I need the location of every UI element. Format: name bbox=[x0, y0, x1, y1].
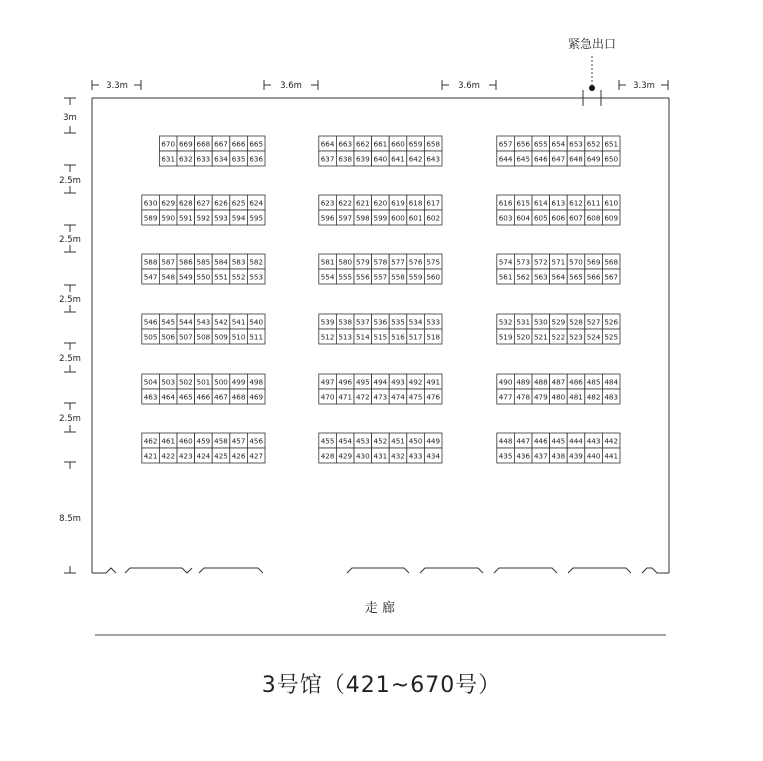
booth-number: 604 bbox=[516, 213, 531, 223]
booth-number: 556 bbox=[355, 272, 370, 282]
booth-number: 467 bbox=[214, 392, 228, 402]
booth-number: 446 bbox=[533, 436, 548, 446]
booth-number: 605 bbox=[533, 213, 548, 223]
booth-number: 428 bbox=[320, 451, 335, 461]
booth-number: 520 bbox=[516, 332, 531, 342]
booth-number: 599 bbox=[373, 213, 388, 223]
booth-number: 498 bbox=[249, 377, 264, 387]
booth-number: 506 bbox=[161, 332, 176, 342]
booth-number: 525 bbox=[604, 332, 619, 342]
booth-number: 527 bbox=[586, 317, 601, 327]
booth-number: 518 bbox=[426, 332, 441, 342]
booth-number: 537 bbox=[355, 317, 370, 327]
booth-number: 464 bbox=[161, 392, 176, 402]
booth-number: 593 bbox=[214, 213, 228, 223]
booth-number: 564 bbox=[551, 272, 566, 282]
booth-number: 456 bbox=[249, 436, 264, 446]
booth-number: 504 bbox=[143, 377, 158, 387]
booth-number: 431 bbox=[373, 451, 388, 461]
booth-number: 632 bbox=[178, 154, 193, 164]
left-dim-3: 2.5m bbox=[59, 235, 81, 245]
booth-number: 653 bbox=[569, 139, 583, 149]
booth-number: 583 bbox=[231, 257, 246, 267]
booth-number: 425 bbox=[214, 451, 228, 461]
booth-number: 659 bbox=[408, 139, 423, 149]
booth-number: 523 bbox=[569, 332, 583, 342]
booth-number: 651 bbox=[604, 139, 619, 149]
booth-number: 482 bbox=[586, 392, 601, 402]
booth-number: 559 bbox=[408, 272, 423, 282]
booth-number: 586 bbox=[178, 257, 193, 267]
booth-number: 492 bbox=[408, 377, 423, 387]
booth-number: 536 bbox=[373, 317, 388, 327]
booth-number: 547 bbox=[143, 272, 158, 282]
left-dimensions bbox=[64, 98, 76, 573]
booth-number: 496 bbox=[338, 377, 353, 387]
booth-number: 566 bbox=[586, 272, 601, 282]
booth-number: 458 bbox=[214, 436, 228, 446]
booth-number: 563 bbox=[533, 272, 548, 282]
booth-number: 633 bbox=[196, 154, 211, 164]
booth-number: 638 bbox=[338, 154, 353, 164]
booth-number: 641 bbox=[391, 154, 405, 164]
booth-number: 645 bbox=[516, 154, 531, 164]
booth-number: 455 bbox=[320, 436, 335, 446]
booth-number: 631 bbox=[161, 154, 176, 164]
booth-number: 503 bbox=[161, 377, 176, 387]
booth-number: 533 bbox=[426, 317, 441, 327]
booth-number: 452 bbox=[373, 436, 388, 446]
booth-number: 454 bbox=[338, 436, 353, 446]
booth-number: 623 bbox=[320, 198, 335, 208]
booth-number: 669 bbox=[178, 139, 193, 149]
booth-number: 560 bbox=[426, 272, 441, 282]
booth-number: 617 bbox=[426, 198, 441, 208]
booth-number: 624 bbox=[249, 198, 264, 208]
emergency-exit-label: 紧急出口 bbox=[567, 37, 617, 51]
booth-number: 522 bbox=[551, 332, 566, 342]
booth-number: 647 bbox=[551, 154, 566, 164]
booth-number: 589 bbox=[143, 213, 158, 223]
booth-number: 436 bbox=[516, 451, 531, 461]
booth-number: 550 bbox=[196, 272, 211, 282]
booth-number: 499 bbox=[231, 377, 246, 387]
booth-number: 665 bbox=[249, 139, 264, 149]
top-dim-4: 3.3m bbox=[633, 81, 655, 91]
booth-number: 546 bbox=[143, 317, 158, 327]
top-dimensions bbox=[92, 80, 668, 90]
booth-number: 439 bbox=[569, 451, 583, 461]
booth-number: 646 bbox=[533, 154, 548, 164]
booth-number: 530 bbox=[533, 317, 548, 327]
booth-number: 576 bbox=[408, 257, 423, 267]
booth-number: 620 bbox=[373, 198, 388, 208]
booth-number: 542 bbox=[214, 317, 228, 327]
booth-number: 568 bbox=[604, 257, 619, 267]
booth-number: 642 bbox=[408, 154, 423, 164]
booth-number: 574 bbox=[498, 257, 513, 267]
top-dim-3: 3.6m bbox=[458, 81, 480, 91]
booth-number: 608 bbox=[586, 213, 601, 223]
booth-number: 510 bbox=[231, 332, 246, 342]
booth-number: 534 bbox=[408, 317, 423, 327]
booth-number: 637 bbox=[320, 154, 335, 164]
booth-number: 634 bbox=[214, 154, 228, 164]
booth-number: 616 bbox=[498, 198, 513, 208]
booth-number: 610 bbox=[604, 198, 619, 208]
booth-number: 643 bbox=[426, 154, 441, 164]
booth-number: 635 bbox=[231, 154, 246, 164]
booth-number: 468 bbox=[231, 392, 246, 402]
booth-number: 588 bbox=[143, 257, 158, 267]
booth-number: 472 bbox=[355, 392, 370, 402]
booth-number: 626 bbox=[214, 198, 228, 208]
booth-number: 501 bbox=[196, 377, 211, 387]
booth-number: 666 bbox=[231, 139, 246, 149]
booth-number: 535 bbox=[391, 317, 405, 327]
left-dim-5: 2.5m bbox=[59, 354, 81, 364]
booth-number: 511 bbox=[249, 332, 264, 342]
booth-number: 539 bbox=[320, 317, 335, 327]
booth-number: 480 bbox=[551, 392, 566, 402]
booth-number: 524 bbox=[586, 332, 601, 342]
booth-number: 442 bbox=[604, 436, 619, 446]
booth-number: 658 bbox=[426, 139, 441, 149]
booth-number: 466 bbox=[196, 392, 211, 402]
booth-number: 489 bbox=[516, 377, 531, 387]
booth-number: 429 bbox=[338, 451, 353, 461]
booth-number: 597 bbox=[338, 213, 353, 223]
booth-number: 519 bbox=[498, 332, 513, 342]
booth-number: 512 bbox=[320, 332, 335, 342]
booth-number: 435 bbox=[498, 451, 513, 461]
booth-number: 662 bbox=[355, 139, 370, 149]
booth-number: 449 bbox=[426, 436, 441, 446]
booth-number: 484 bbox=[604, 377, 619, 387]
booth-number: 571 bbox=[551, 257, 566, 267]
booth-number: 541 bbox=[231, 317, 246, 327]
booth-number: 554 bbox=[320, 272, 335, 282]
booth-number: 486 bbox=[569, 377, 583, 387]
booth-number: 521 bbox=[533, 332, 548, 342]
booth-number: 432 bbox=[391, 451, 405, 461]
booth-number: 670 bbox=[161, 139, 176, 149]
booth-number: 622 bbox=[338, 198, 353, 208]
booth-number: 459 bbox=[196, 436, 211, 446]
booth-number: 602 bbox=[426, 213, 441, 223]
booth-number: 549 bbox=[178, 272, 193, 282]
booth-number: 426 bbox=[231, 451, 246, 461]
booth-number: 615 bbox=[516, 198, 531, 208]
booth-grid bbox=[142, 136, 620, 463]
booth-number: 457 bbox=[231, 436, 246, 446]
booth-number: 655 bbox=[533, 139, 548, 149]
booth-number: 582 bbox=[249, 257, 264, 267]
booth-number: 570 bbox=[569, 257, 583, 267]
booth-number: 479 bbox=[533, 392, 548, 402]
booth-number: 505 bbox=[143, 332, 158, 342]
booth-number: 441 bbox=[604, 451, 619, 461]
booth-number: 513 bbox=[338, 332, 353, 342]
booth-number: 470 bbox=[320, 392, 335, 402]
booth-number: 667 bbox=[214, 139, 228, 149]
booth-number: 580 bbox=[338, 257, 353, 267]
booth-number: 584 bbox=[214, 257, 228, 267]
booth-number: 443 bbox=[586, 436, 601, 446]
booth-number: 621 bbox=[355, 198, 370, 208]
booth-number: 445 bbox=[551, 436, 566, 446]
booth-number: 612 bbox=[569, 198, 583, 208]
booth-number: 461 bbox=[161, 436, 176, 446]
booth-number: 447 bbox=[516, 436, 531, 446]
booth-number: 423 bbox=[178, 451, 193, 461]
booth-number: 555 bbox=[338, 272, 353, 282]
booth-number: 476 bbox=[426, 392, 441, 402]
booth-number: 606 bbox=[551, 213, 566, 223]
booth-number: 474 bbox=[391, 392, 405, 402]
booth-number: 495 bbox=[355, 377, 370, 387]
booth-number: 477 bbox=[498, 392, 513, 402]
booth-number: 613 bbox=[551, 198, 566, 208]
booth-number: 451 bbox=[391, 436, 405, 446]
booth-number: 422 bbox=[161, 451, 176, 461]
booth-number: 575 bbox=[426, 257, 441, 267]
booth-number: 460 bbox=[178, 436, 193, 446]
booth-number: 514 bbox=[355, 332, 370, 342]
booth-number: 590 bbox=[161, 213, 176, 223]
booth-number: 551 bbox=[214, 272, 228, 282]
booth-number: 473 bbox=[373, 392, 388, 402]
booth-number: 567 bbox=[604, 272, 619, 282]
booth-number: 656 bbox=[516, 139, 531, 149]
booth-number: 600 bbox=[391, 213, 405, 223]
booth-number: 465 bbox=[178, 392, 193, 402]
booth-number: 430 bbox=[355, 451, 370, 461]
left-dim-4: 2.5m bbox=[59, 295, 81, 305]
booth-number: 427 bbox=[249, 451, 264, 461]
booth-number: 648 bbox=[569, 154, 583, 164]
booth-number: 526 bbox=[604, 317, 619, 327]
bottom-wall bbox=[92, 568, 669, 573]
booth-number: 661 bbox=[373, 139, 388, 149]
booth-number: 569 bbox=[586, 257, 601, 267]
booth-number: 434 bbox=[426, 451, 441, 461]
booth-number: 471 bbox=[338, 392, 353, 402]
booth-number: 478 bbox=[516, 392, 531, 402]
booth-number: 540 bbox=[249, 317, 264, 327]
booth-number: 587 bbox=[161, 257, 176, 267]
booth-number: 601 bbox=[408, 213, 423, 223]
booth-number: 619 bbox=[391, 198, 405, 208]
booth-number: 507 bbox=[178, 332, 193, 342]
top-dim-1: 3.3m bbox=[106, 81, 128, 91]
booth-number: 611 bbox=[586, 198, 601, 208]
booth-number: 562 bbox=[516, 272, 531, 282]
booth-number: 448 bbox=[498, 436, 513, 446]
top-dim-2: 3.6m bbox=[280, 81, 302, 91]
booth-number: 657 bbox=[498, 139, 513, 149]
booth-number: 424 bbox=[196, 451, 211, 461]
booth-number: 488 bbox=[533, 377, 548, 387]
booth-number: 553 bbox=[249, 272, 264, 282]
booth-number: 528 bbox=[569, 317, 583, 327]
booth-number: 517 bbox=[408, 332, 423, 342]
booth-number: 433 bbox=[408, 451, 423, 461]
booth-number: 545 bbox=[161, 317, 176, 327]
booth-number: 491 bbox=[426, 377, 441, 387]
booth-number: 493 bbox=[391, 377, 405, 387]
booth-number: 578 bbox=[373, 257, 388, 267]
booth-number: 592 bbox=[196, 213, 211, 223]
emergency-exit-dot bbox=[589, 85, 595, 91]
booth-number: 614 bbox=[533, 198, 548, 208]
left-dim-1: 3m bbox=[63, 113, 77, 123]
booth-number: 628 bbox=[178, 198, 193, 208]
booth-number: 469 bbox=[249, 392, 264, 402]
booth-number: 581 bbox=[320, 257, 335, 267]
booth-number: 654 bbox=[551, 139, 566, 149]
booth-number: 650 bbox=[604, 154, 619, 164]
booth-number: 475 bbox=[408, 392, 423, 402]
booth-number: 660 bbox=[391, 139, 405, 149]
booth-number: 558 bbox=[391, 272, 405, 282]
booth-number: 603 bbox=[498, 213, 513, 223]
corridor-label: 走 廊 bbox=[364, 601, 396, 616]
booth-number: 438 bbox=[551, 451, 566, 461]
booth-number: 639 bbox=[355, 154, 370, 164]
booth-number: 509 bbox=[214, 332, 228, 342]
booth-number: 500 bbox=[214, 377, 228, 387]
booth-number: 502 bbox=[178, 377, 193, 387]
booth-number: 494 bbox=[373, 377, 388, 387]
left-dim-6: 2.5m bbox=[59, 414, 81, 424]
booth-number: 487 bbox=[551, 377, 566, 387]
booth-number: 594 bbox=[231, 213, 246, 223]
booth-number: 532 bbox=[498, 317, 513, 327]
booth-number: 538 bbox=[338, 317, 353, 327]
booth-number: 565 bbox=[569, 272, 583, 282]
booth-number: 508 bbox=[196, 332, 211, 342]
booth-number: 668 bbox=[196, 139, 211, 149]
booth-number: 579 bbox=[355, 257, 370, 267]
booth-number: 557 bbox=[373, 272, 388, 282]
booth-number: 497 bbox=[320, 377, 335, 387]
booth-number: 649 bbox=[586, 154, 601, 164]
booth-number: 630 bbox=[143, 198, 158, 208]
booth-number: 444 bbox=[569, 436, 583, 446]
left-dim-7: 8.5m bbox=[59, 514, 81, 524]
booth-number: 663 bbox=[338, 139, 353, 149]
booth-number: 543 bbox=[196, 317, 211, 327]
booth-number: 664 bbox=[320, 139, 335, 149]
booth-number: 529 bbox=[551, 317, 566, 327]
booth-number: 573 bbox=[516, 257, 531, 267]
booth-number: 585 bbox=[196, 257, 211, 267]
booth-number: 485 bbox=[586, 377, 601, 387]
booth-number: 561 bbox=[498, 272, 513, 282]
booth-number: 421 bbox=[143, 451, 158, 461]
booth-number: 629 bbox=[161, 198, 176, 208]
left-dim-2: 2.5m bbox=[59, 176, 81, 186]
booth-number: 481 bbox=[569, 392, 583, 402]
booth-number: 490 bbox=[498, 377, 513, 387]
booth-number: 609 bbox=[604, 213, 619, 223]
booth-number: 640 bbox=[373, 154, 388, 164]
booth-number: 577 bbox=[391, 257, 405, 267]
booth-number: 450 bbox=[408, 436, 423, 446]
booth-number: 440 bbox=[586, 451, 601, 461]
booth-number: 453 bbox=[355, 436, 370, 446]
booth-number: 572 bbox=[533, 257, 548, 267]
booth-number: 483 bbox=[604, 392, 619, 402]
booth-number: 627 bbox=[196, 198, 211, 208]
booth-number: 515 bbox=[373, 332, 388, 342]
booth-number: 548 bbox=[161, 272, 176, 282]
booth-number: 591 bbox=[178, 213, 193, 223]
booth-number: 544 bbox=[178, 317, 193, 327]
booth-number: 516 bbox=[391, 332, 405, 342]
booth-number: 607 bbox=[569, 213, 583, 223]
booth-number: 644 bbox=[498, 154, 513, 164]
booth-number: 595 bbox=[249, 213, 264, 223]
booth-number: 636 bbox=[249, 154, 264, 164]
booth-number: 437 bbox=[533, 451, 548, 461]
booth-number: 463 bbox=[143, 392, 158, 402]
booth-number: 652 bbox=[586, 139, 601, 149]
booth-number: 618 bbox=[408, 198, 423, 208]
booth-number: 625 bbox=[231, 198, 246, 208]
booth-number: 531 bbox=[516, 317, 531, 327]
booth-number: 552 bbox=[231, 272, 246, 282]
booth-number: 462 bbox=[143, 436, 158, 446]
hall-title: 3号馆（421~670号） bbox=[261, 673, 502, 698]
booth-number: 596 bbox=[320, 213, 335, 223]
booth-number: 598 bbox=[355, 213, 370, 223]
